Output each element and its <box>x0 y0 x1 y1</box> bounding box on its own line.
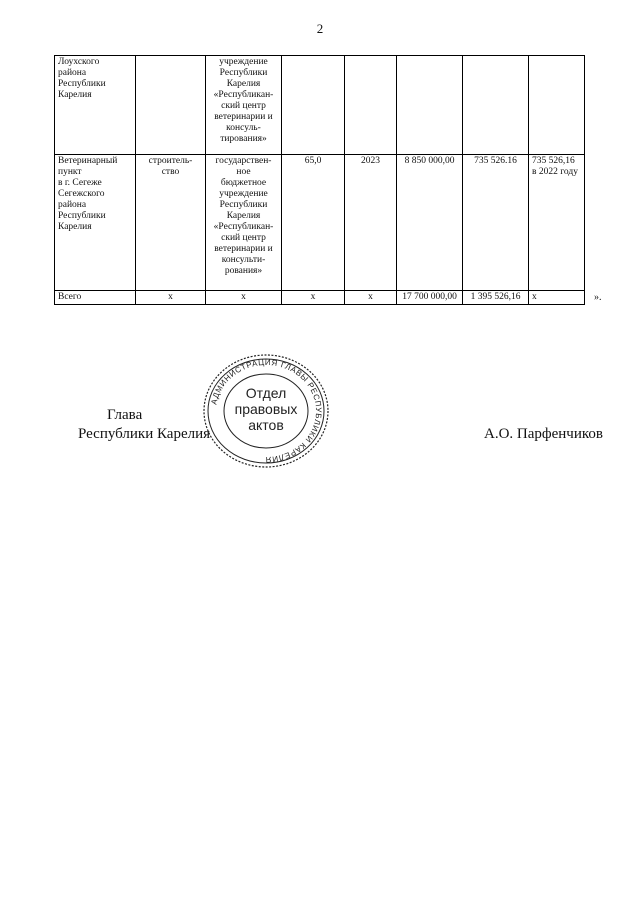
closing-quote: ». <box>594 292 602 303</box>
cell-type: х <box>136 291 206 305</box>
stamp-line-3: актов <box>248 417 284 433</box>
cell-note <box>529 56 585 155</box>
cell-customer: х <box>206 291 282 305</box>
object-table <box>54 55 585 305</box>
cell-note: 735 526,16 в 2022 году <box>529 155 585 291</box>
cell-limit <box>463 56 529 155</box>
cell-cost: 8 850 000,00 <box>397 155 463 291</box>
stamp-line-1: Отдел <box>245 385 287 401</box>
table-row <box>55 291 585 305</box>
official-stamp <box>196 351 336 471</box>
cell-year: 2023 <box>345 155 397 291</box>
stamp-ring-text: АДМИНИСТРАЦИЯ ГЛАВЫ РЕСПУБЛИКИ КАРЕЛИЯ <box>209 357 324 465</box>
stamp-line-2: правовых <box>234 401 298 417</box>
cell-capacity: х <box>282 291 345 305</box>
cell-limit: 1 395 526,16 <box>463 291 529 305</box>
cell-note: х <box>529 291 585 305</box>
cell-year: х <box>345 291 397 305</box>
cell-name: Ветеринарный пункт в г. Сегеже Сегежского района Республики Карелия <box>55 155 136 291</box>
cell-cost: 17 700 000,00 <box>397 291 463 305</box>
cell-capacity <box>282 56 345 155</box>
signature-organization: Республики Карелия <box>78 426 211 442</box>
signature-name: А.О. Парфенчиков <box>484 426 603 442</box>
page-number: 2 <box>316 21 324 36</box>
table-row <box>55 155 585 291</box>
cell-name: Лоухского района Республики Карелия <box>55 56 136 155</box>
cell-name: Всего <box>55 291 136 305</box>
cell-limit: 735 526.16 <box>463 155 529 291</box>
cell-customer: учреждение Республики Карелия «Республикан- ский центр ветеринарии и консуль- тирования» <box>206 56 282 155</box>
cell-type <box>136 56 206 155</box>
cell-year <box>345 56 397 155</box>
table-row <box>55 56 585 155</box>
cell-customer: государствен- ное бюджетное учреждение Республики Карелия «Республикан- ский центр ветеринарии и консульти- рования» <box>206 155 282 291</box>
signature-title: Глава <box>107 407 143 423</box>
cell-type: строитель- ство <box>136 155 206 291</box>
cell-capacity: 65,0 <box>282 155 345 291</box>
cell-cost <box>397 56 463 155</box>
